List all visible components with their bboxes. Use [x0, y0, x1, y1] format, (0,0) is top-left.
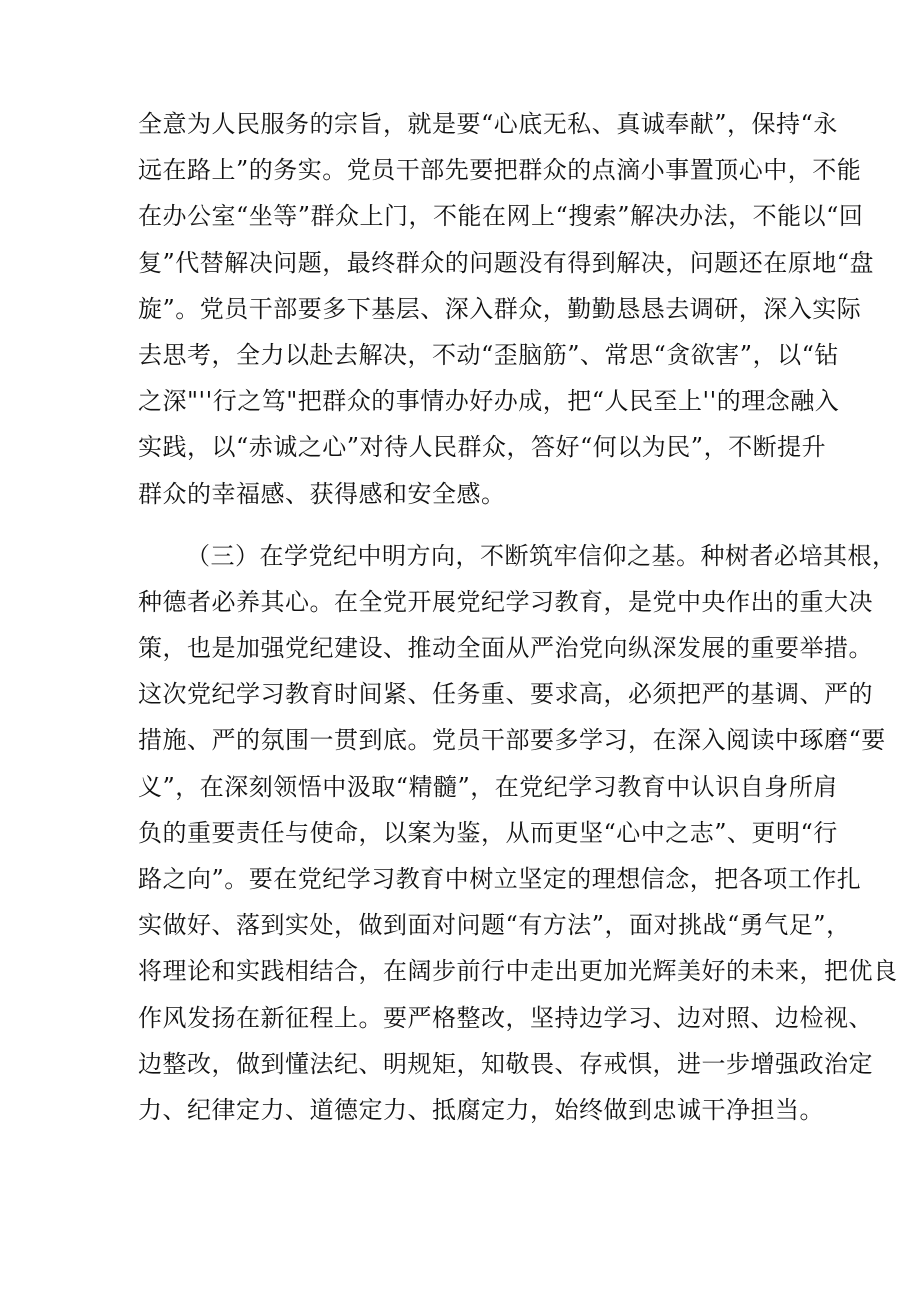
text-line: 义”，在深刻领悟中汲取“精髓”，在党纪学习教育中认识自身所肩	[138, 772, 838, 801]
text-line: 作风发扬在新征程上。要严格整改，坚持边学习、边对照、边检视、	[138, 1003, 873, 1032]
paragraph-1	[138, 107, 875, 511]
text-line: 远在路上”的务实。党员干部先要把群众的点滴小事置顶心中，不能	[138, 156, 862, 185]
text-line: 全意为人民服务的宗旨，就是要“心底无私、真诚奉献”，保持“永	[138, 110, 838, 138]
text-line: 边整改，做到懂法纪、明规矩，知敬畏、存戒惧，进一步增强政治定	[138, 1049, 873, 1078]
text-line: 之深"''行之笃"把群众的事情办好办成，把“人民至上''的理念融入	[138, 387, 840, 416]
text-line: 将理论和实践相结合，在阔步前行中走出更加光辉美好的未来，把优良	[138, 957, 898, 986]
text-line: 力、纪律定力、道德定力、抵腐定力，始终做到忠诚干净担当。	[138, 1095, 824, 1124]
text-line: 去思考，全力以赴去解决，不动“歪脑筋”、常思“贪欲害”，以“钻	[138, 340, 839, 369]
text-line: 种德者必养其心。在全党开展党纪学习教育，是党中央作出的重大决	[138, 587, 873, 616]
paragraph-2	[138, 539, 898, 1127]
text-line: 负的重要责任与使命，以案为鉴，从而更坚“心中之志”、更明“行	[138, 818, 838, 847]
text-line: 实践，以“赤诚之心”对待人民群众，答好“何以为民”，不断提升	[138, 433, 827, 462]
text-line: 策，也是加强党纪建设、推动全面从严治党向纵深发展的重要举措。	[138, 634, 873, 663]
text-line: 实做好、落到实处，做到面对问题“有方法”，面对挑战“勇气足”，	[138, 911, 851, 940]
text-line: 在办公室“坐等”群众上门，不能在网上“搜索”解决办法，不能以“回	[138, 202, 864, 231]
text-line: 复”代替解决问题，最终群众的问题没有得到解决，问题还在原地“盘	[138, 248, 875, 277]
text-line: 路之向”。要在党纪学习教育中树立坚定的理想信念，把各项工作扎	[138, 865, 862, 893]
text-line: 措施、严的氛围一贯到底。党员干部要多学习，在深入阅读中琢磨“要	[138, 726, 886, 755]
document-body	[138, 107, 898, 1139]
paragraph-spacer	[138, 523, 798, 539]
text-line: 这次党纪学习教育时间紧、任务重、要求高，必须把严的基调、严的	[138, 680, 873, 709]
text-line: 群众的幸福感、获得感和安全感。	[138, 479, 506, 508]
text-line: （三）在学党纪中明方向，不断筑牢信仰之基。种树者必培其根，	[186, 541, 897, 570]
text-line: 旋”。党员干部要多下基层、深入群众，勤勤恳恳去调研，深入实际	[138, 294, 862, 323]
